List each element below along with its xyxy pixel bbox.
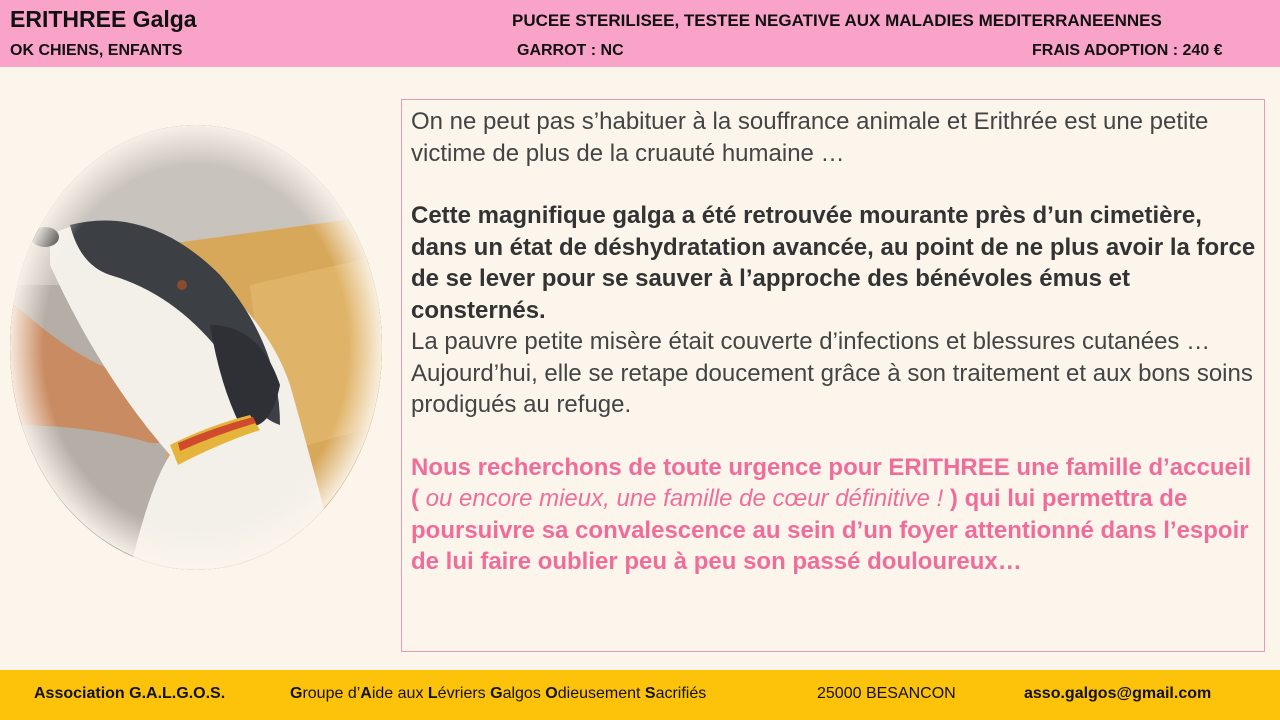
association-acronym — [290, 685, 706, 703]
acronym-letter: L — [427, 685, 438, 702]
health-status-text: PUCEE STERILISEE, TESTEE NEGATIVE AUX MALADIES MEDITERRANEENNES — [512, 11, 1162, 30]
story-today: Aujourd’hui, elle se retape doucement grâce à son traitement et aux bons soins prodigués au refuge. — [411, 359, 1253, 418]
greyhound-photo — [10, 125, 382, 570]
acronym-letter: G — [490, 685, 503, 702]
story-textbox — [401, 99, 1265, 652]
dog-name-title: ERITHREE Galga — [10, 6, 197, 32]
acronym-rest: roupe d’ — [302, 685, 361, 702]
story-rescue-paragraph: Cette magnifique galga a été retrouvée mourante près d’un cimetière, dans un état de déshydratation avancée, au point de ne plus avoir la force de se lever pour se sauver à l’approche des bénévoles émus et consternés. — [411, 202, 1256, 324]
acronym-rest: évriers — [437, 685, 491, 702]
appeal-end: ) qui lui permettra de poursuivre sa convalescence au sein d’un foyer attentionné dans l’espoir de lui faire oublier peu à peu son passé douloureux… — [411, 485, 1249, 575]
story-intro: On ne peut pas s’habituer à la souffrance animale et Erithrée est une petite victime de plus de la cruauté humaine … — [411, 108, 1209, 167]
email-link[interactable]: asso.galgos@gmail.com — [1024, 685, 1212, 702]
adoption-appeal — [411, 452, 1256, 578]
acronym-letter: S — [644, 685, 656, 702]
city-text: 25000 BESANCON — [817, 685, 956, 702]
association-name: Association G.A.L.G.O.S. — [34, 685, 226, 702]
appeal-italic: ou encore mieux, une famille de cœur définitive ! — [425, 485, 950, 512]
acronym-rest: ide aux — [371, 685, 428, 702]
acronym-rest: acrifiés — [655, 685, 707, 702]
story-infections: La pauvre petite misère était couverte d’infections et blessures cutanées … — [411, 328, 1211, 355]
adoption-fees-text: FRAIS ADOPTION : 240 € — [1032, 42, 1223, 59]
acronym-letter: A — [360, 685, 372, 702]
acronym-rest: dieusement — [557, 685, 645, 702]
compatibility-text: OK CHIENS, ENFANTS — [10, 42, 183, 59]
acronym-rest: algos — [502, 685, 546, 702]
acronym-letter: O — [545, 685, 558, 702]
garrot-text: GARROT : NC — [517, 42, 624, 59]
acronym-letter: G — [290, 685, 303, 702]
footer-bar — [0, 670, 1280, 720]
appeal-start: Nous recherchons de toute urgence pour ERITHREE une famille d’accueil ( — [411, 453, 1252, 512]
header-bar — [0, 0, 1280, 67]
